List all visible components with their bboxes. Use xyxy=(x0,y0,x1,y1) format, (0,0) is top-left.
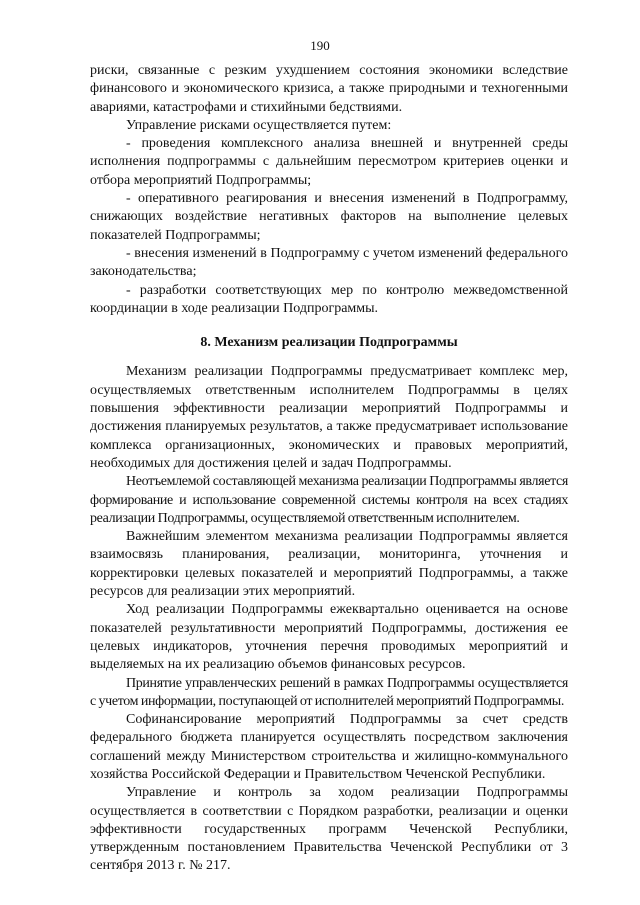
section-paragraph: Управление и контроль за ходом реализации Подпрограммы осуществляется в соответствии с Порядком разработки, реализации и оценки эффективности государственных программ Чеченской Республики, утвержденным постановлением Правительства Чеченской Республики от 3 сентября 2013 г. № 217. xyxy=(90,785,568,874)
section-paragraph: Неотъемлемой составляющей механизма реализации Подпрограммы является формирование и использование современной системы контроля на всех стадиях реализации Подпрограммы, осуществляемой ответственным исполнителем. xyxy=(90,474,568,526)
section-paragraph: Софинансирование мероприятий Подпрограммы за счет средств федерального бюджета планируется осуществлять посредством заключения соглашений между Министерством строительства и жилищно-коммунального хозяйства Российской Федерации и Правительством Чеченской Республики. xyxy=(90,712,568,782)
section-paragraph: Механизм реализации Подпрограммы предусматривает комплекс мер, осуществляемых ответственным исполнителем Подпрограммы в целях повышения эффективности реализации мероприятий Подпрограммы и достижения планируемых результатов, а также предусматривает использование комплекса организационных, экономических и правовых мероприятий, необходимых для достижения целей и задач Подпрограммы. xyxy=(90,364,568,471)
risk-measure-item: - оперативного реагирования и внесения изменений в Подпрограмму, снижающих воздействие негативных факторов на выполнение целевых показателей Подпрограммы; xyxy=(90,191,568,243)
section-heading: 8. Механизм реализации Подпрограммы xyxy=(200,335,458,351)
risk-measure-item: - проведения комплексного анализа внешней и внутренней среды исполнения подпрограммы с дальнейшим пересмотром критериев оценки и отбора мероприятий Подпрограммы; xyxy=(90,136,568,188)
page-content xyxy=(90,62,568,876)
page-number: 190 xyxy=(310,38,330,53)
section-paragraph: Важнейшим элементом механизма реализации Подпрограммы является взаимосвязь планирования, реализации, мониторинга, уточнения и корректировки целевых показателей и мероприятий Подпрограммы, а также ресурсов для реализации этих мероприятий. xyxy=(90,529,568,600)
risk-continuation-paragraph: риски, связанные с резким ухудшением состояния экономики вследствие финансового и экономического кризиса, а также природными и техногенными авариями, катастрофами и стихийными бедствиями. xyxy=(90,63,568,115)
risk-management-lead: Управление рисками осуществляется путем: xyxy=(126,117,392,133)
section-paragraph: Принятие управленческих решений в рамках Подпрограммы осуществляется с учетом информации, поступающей от исполнителей мероприятий Подпрограммы. xyxy=(90,675,568,709)
section-paragraph: Ход реализации Подпрограммы ежеквартально оценивается на основе показателей результативности мероприятий Подпрограммы, достижения ее целевых индикаторов, уточнения перечня проводимых мероприятий и выделяемых на их реализацию объемов финансовых ресурсов. xyxy=(90,602,568,673)
risk-measure-item: - разработки соответствующих мер по контролю межведомственной координации в ходе реализации Подпрограммы. xyxy=(90,282,568,316)
risk-measure-item: - внесения изменений в Подпрограмму с учетом изменений федерального законодательства; xyxy=(90,245,568,280)
